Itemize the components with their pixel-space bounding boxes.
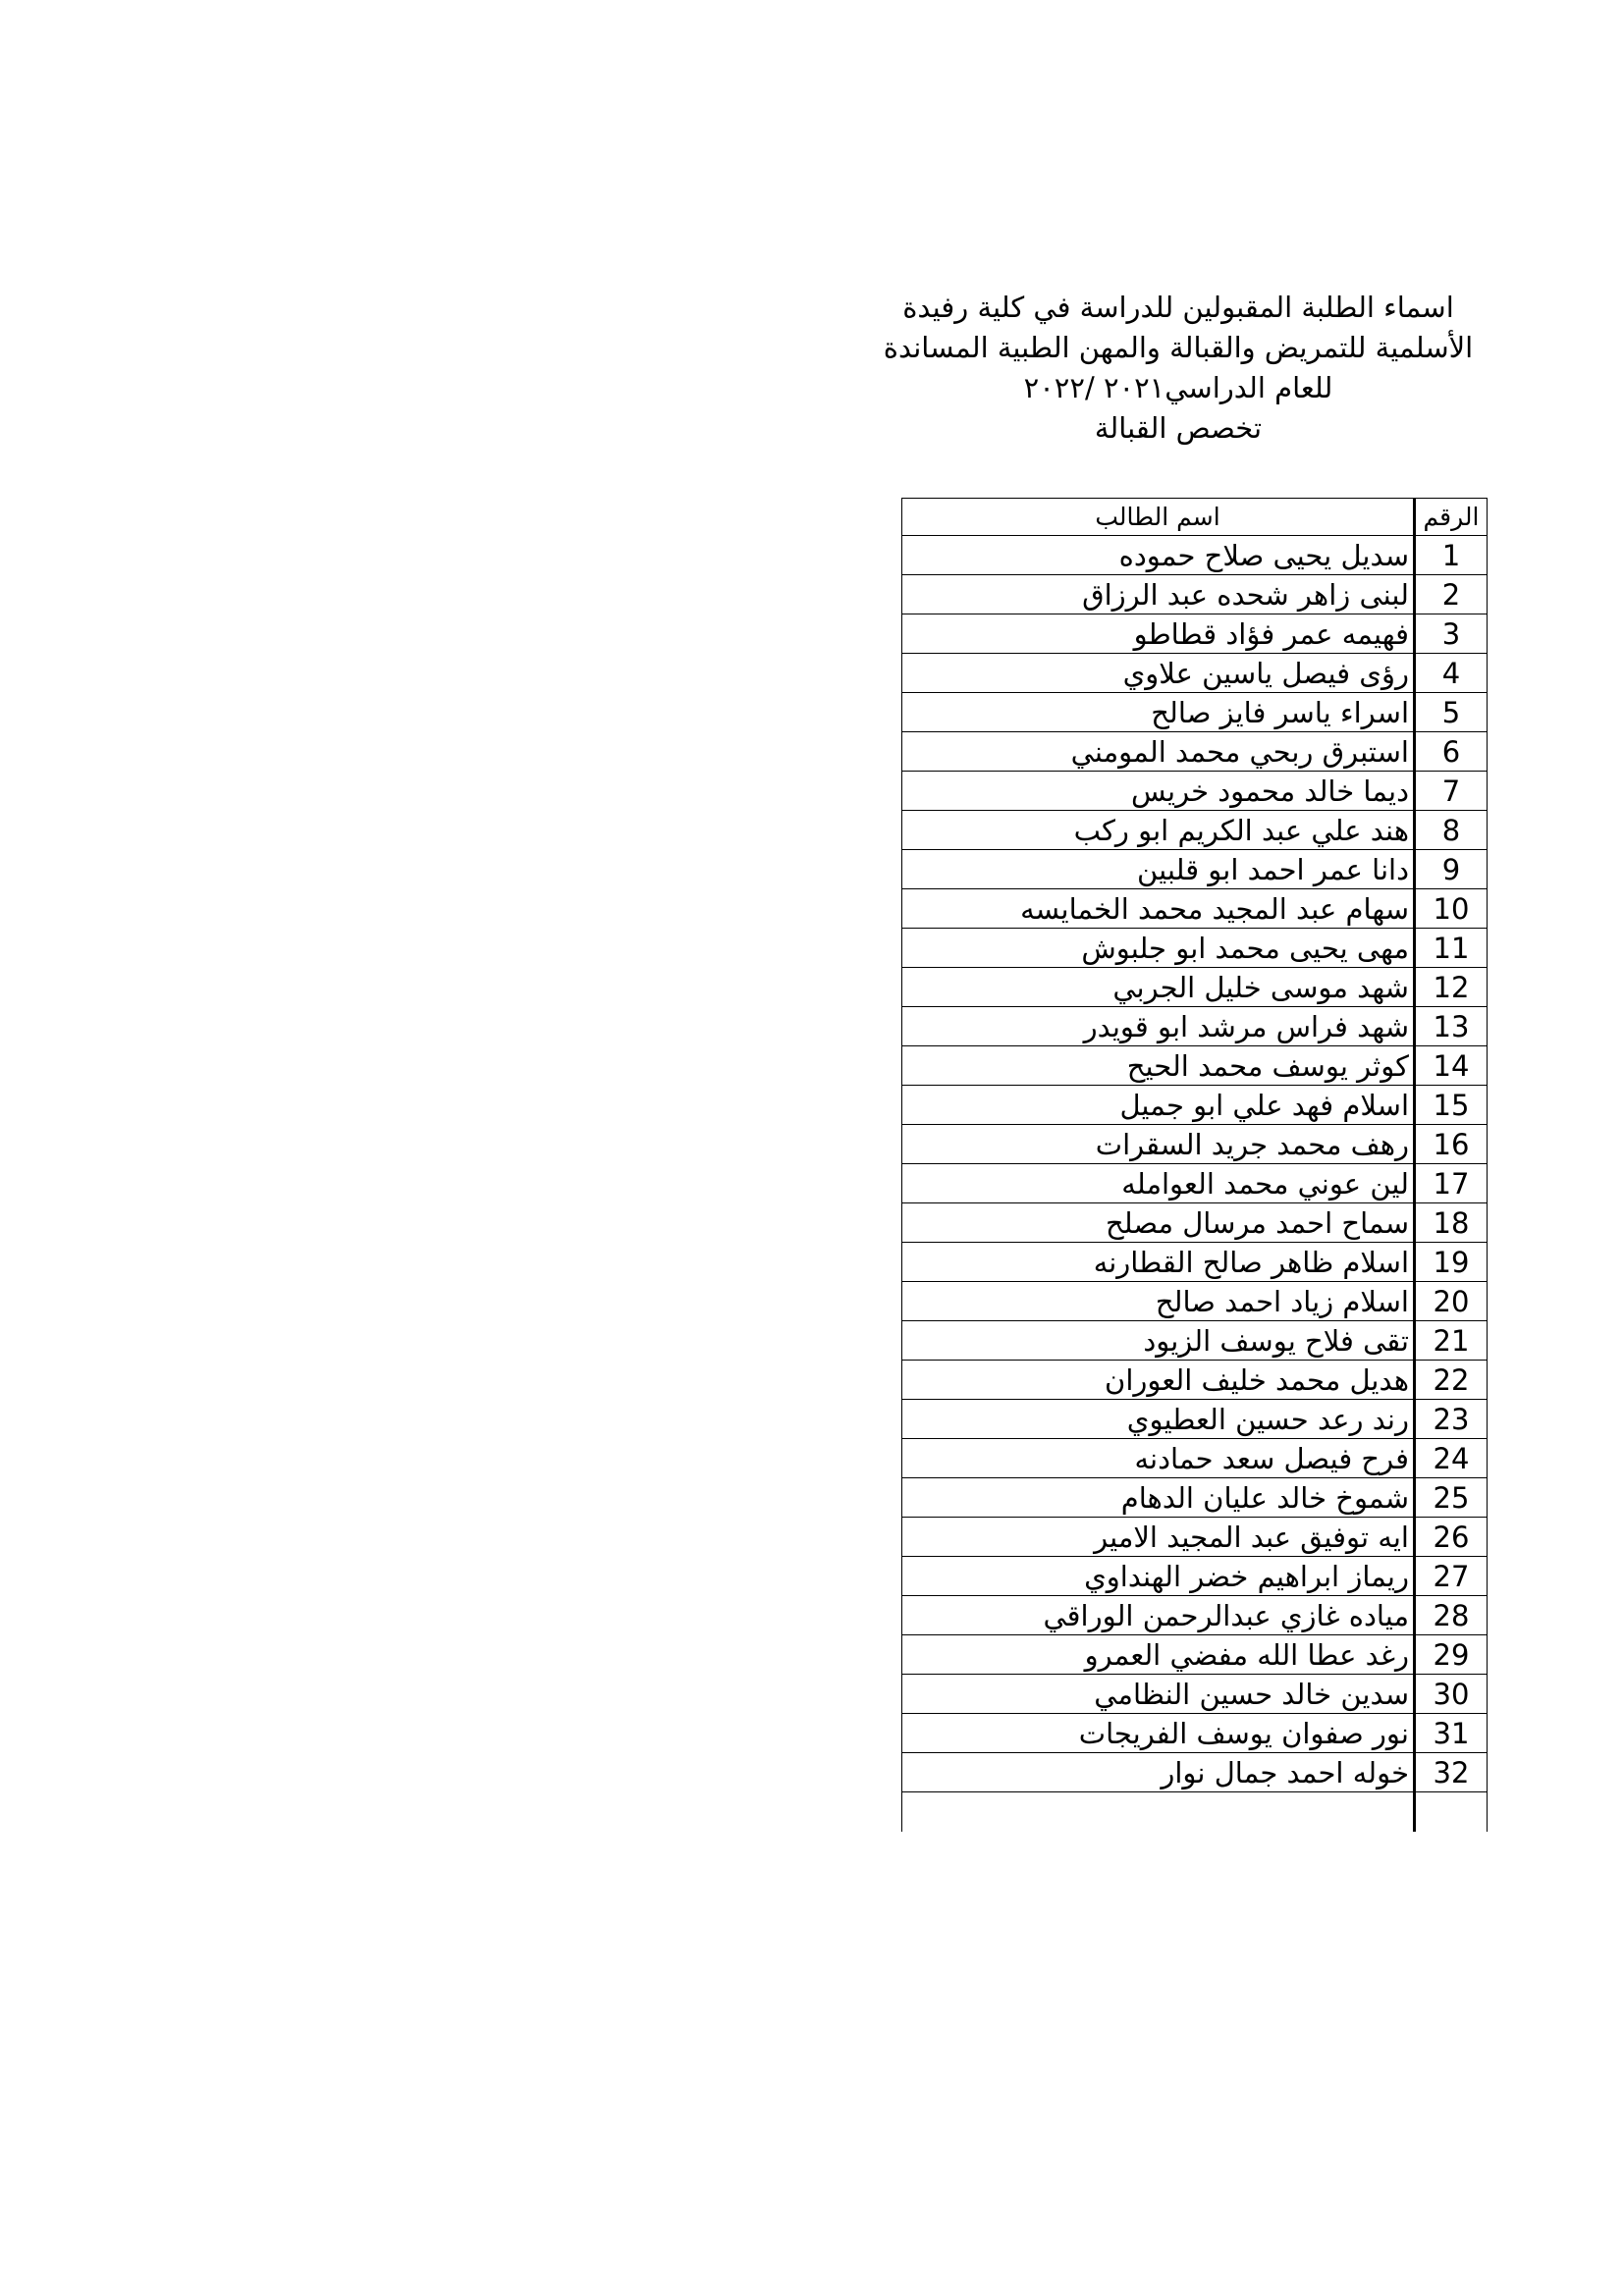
row-number: 15 [1415,1086,1488,1125]
row-number: 32 [1415,1753,1488,1792]
heading-line-2: الأسلمية للتمريض والقبالة والمهن الطبية المساندة [883,331,1474,364]
row-student-name: اسلام زياد احمد صالح [902,1282,1415,1321]
row-student-name: هند علي عبد الكريم ابو ركب [902,811,1415,850]
row-student-name: رؤى فيصل ياسين علاوي [902,654,1415,693]
table-row [902,575,1488,614]
row-number: 19 [1415,1243,1488,1282]
row-number: 28 [1415,1596,1488,1635]
row-number: 18 [1415,1203,1488,1243]
heading-line-1: اسماء الطلبة المقبولين للدراسة في كلية رفيدة [902,291,1454,324]
table-row [902,772,1488,811]
table-row [902,732,1488,772]
table-row [902,1361,1488,1400]
row-number: 21 [1415,1321,1488,1361]
row-student-name: دانا عمر احمد ابو قلبين [902,850,1415,889]
row-student-name: سديل يحيى صلاح حموده [902,536,1415,575]
row-student-name: رهف محمد جريد السقرات [902,1125,1415,1164]
row-number: 14 [1415,1046,1488,1086]
row-number: 11 [1415,929,1488,968]
row-number: 8 [1415,811,1488,850]
table-row [902,536,1488,575]
row-number: 16 [1415,1125,1488,1164]
row-number: 27 [1415,1557,1488,1596]
table-row [902,1596,1488,1635]
row-number: 22 [1415,1361,1488,1400]
row-student-name: تقى فلاح يوسف الزيود [902,1321,1415,1361]
table-row [902,1046,1488,1086]
row-student-name: شهد فراس مرشد ابو قويدر [902,1007,1415,1046]
row-student-name: ايه توفيق عبد المجيد الامير [902,1518,1415,1557]
row-student-name: مياده غازي عبدالرحمن الوراقي [902,1596,1415,1635]
row-student-name: خوله احمد جمال نوار [902,1753,1415,1792]
table-row [902,1753,1488,1792]
table-row [902,1125,1488,1164]
row-number: 13 [1415,1007,1488,1046]
table-row [902,1400,1488,1439]
table-row [902,693,1488,732]
table-row [902,811,1488,850]
row-student-name: رند رعد حسين العطيوي [902,1400,1415,1439]
row-student-name: ديما خالد محمود خريس [902,772,1415,811]
table-row [902,1635,1488,1675]
table-row [902,1439,1488,1478]
row-number: 25 [1415,1478,1488,1518]
row-student-name: اسراء ياسر فايز صالح [902,693,1415,732]
row-student-name: ريماز ابراهيم خضر الهنداوي [902,1557,1415,1596]
row-number: 26 [1415,1518,1488,1557]
row-number: 24 [1415,1439,1488,1478]
table-row [902,968,1488,1007]
table-row [902,1203,1488,1243]
row-student-name: كوثر يوسف محمد الحيح [902,1046,1415,1086]
table-row [902,1007,1488,1046]
row-student-name: اسلام ظاهر صالح القطارنه [902,1243,1415,1282]
row-student-name: فرح فيصل سعد حمادنه [902,1439,1415,1478]
row-student-name: هديل محمد خليف العوران [902,1361,1415,1400]
row-number: 6 [1415,732,1488,772]
row-student-name: رغد عطا الله مفضي العمرو [902,1635,1415,1675]
row-student-name: استبرق ربحي محمد المومني [902,732,1415,772]
row-number: 9 [1415,850,1488,889]
table-row [902,654,1488,693]
row-number: 29 [1415,1635,1488,1675]
table-row [902,1164,1488,1203]
row-number: 20 [1415,1282,1488,1321]
row-number: 3 [1415,614,1488,654]
row-student-name: نور صفوان يوسف الفريجات [902,1714,1415,1753]
table-row [902,1557,1488,1596]
table-row [902,850,1488,889]
table-row [902,1321,1488,1361]
row-student-name: شموخ خالد عليان الدهام [902,1478,1415,1518]
heading-line-3: للعام الدراسي٢٠٢١ /٢٠٢٢ [1023,371,1333,404]
table-row [902,1714,1488,1753]
table-header-row [902,499,1488,536]
row-student-name: شهد موسى خليل الجربي [902,968,1415,1007]
row-number: 10 [1415,889,1488,929]
header-name: اسم الطالب [902,499,1415,536]
row-student-name: لين عوني محمد العوامله [902,1164,1415,1203]
row-student-name: مهى يحيى محمد ابو جلبوش [902,929,1415,968]
table-row [902,1478,1488,1518]
row-number: 7 [1415,772,1488,811]
empty-cell [1415,1792,1488,1833]
row-number: 2 [1415,575,1488,614]
row-student-name: سدين خالد حسين النظامي [902,1675,1415,1714]
row-number: 23 [1415,1400,1488,1439]
row-number: 17 [1415,1164,1488,1203]
table-empty-row [902,1792,1488,1833]
table-row [902,1243,1488,1282]
table-row [902,1086,1488,1125]
document-heading [864,288,1492,449]
header-number: الرقم [1415,499,1488,536]
row-number: 4 [1415,654,1488,693]
table-row [902,1675,1488,1714]
row-student-name: سماح احمد مرسال مصلح [902,1203,1415,1243]
empty-cell [902,1792,1415,1833]
table-row [902,1282,1488,1321]
row-student-name: لبنى زاهر شحده عبد الرزاق [902,575,1415,614]
row-number: 12 [1415,968,1488,1007]
row-number: 5 [1415,693,1488,732]
heading-line-4: تخصص القبالة [1094,411,1263,445]
students-table [901,498,1488,1832]
row-student-name: فهيمه عمر فؤاد قطاطو [902,614,1415,654]
table-row [902,1518,1488,1557]
row-number: 31 [1415,1714,1488,1753]
row-number: 30 [1415,1675,1488,1714]
row-student-name: سهام عبد المجيد محمد الخمايسه [902,889,1415,929]
table-row [902,929,1488,968]
row-student-name: اسلام فهد علي ابو جميل [902,1086,1415,1125]
table-row [902,614,1488,654]
row-number: 1 [1415,536,1488,575]
table-row [902,889,1488,929]
